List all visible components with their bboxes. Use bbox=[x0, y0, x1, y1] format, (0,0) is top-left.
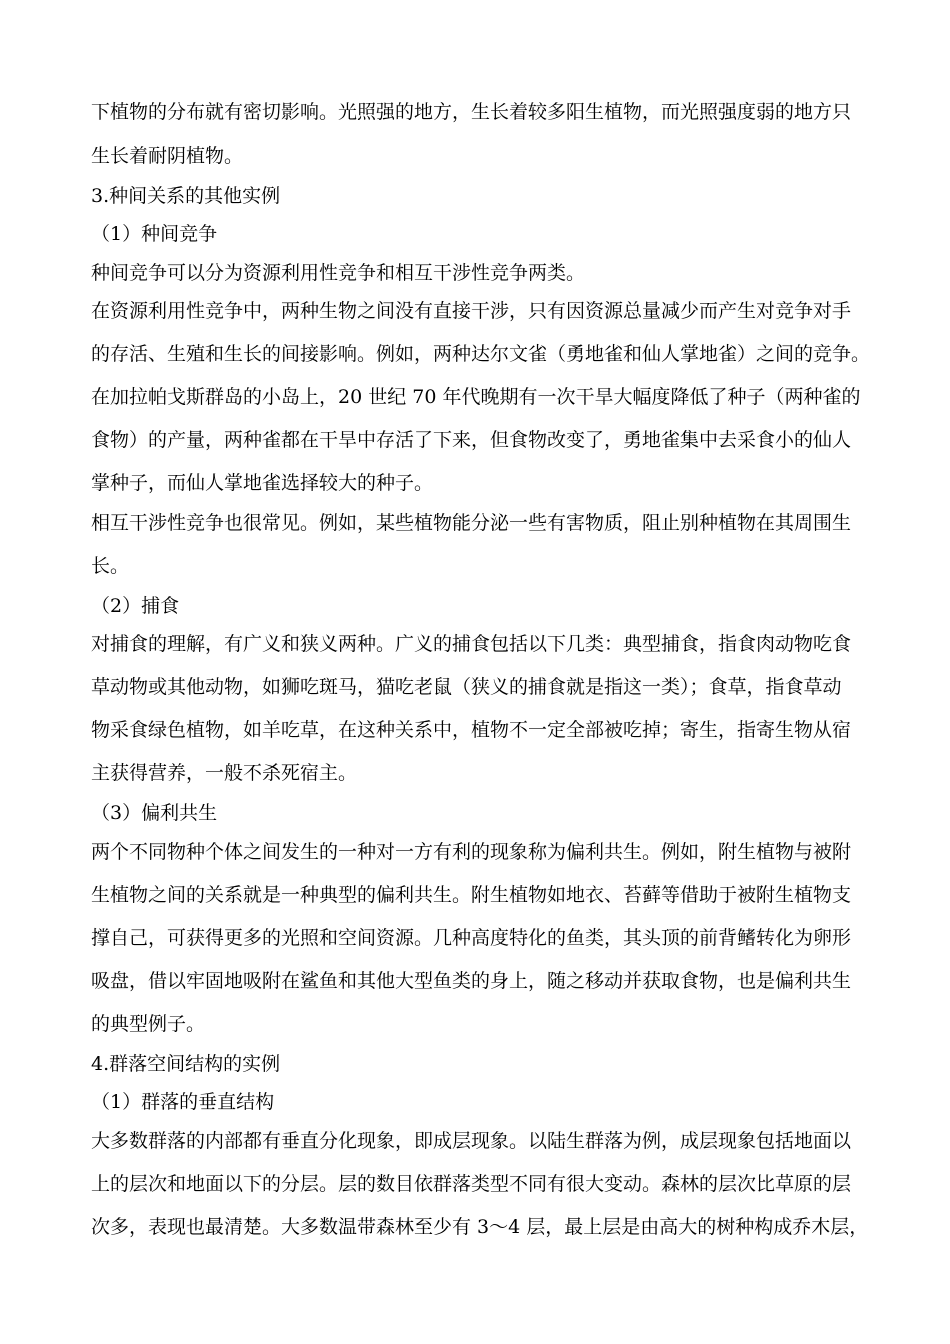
subsection-heading: （2）捕食 bbox=[91, 595, 180, 617]
text-line: 对捕食的理解，有广义和狭义两种。广义的捕食包括以下几类：典型捕食，指食肉动物吃食 bbox=[91, 633, 852, 655]
text-line: 在资源利用性竞争中，两种生物之间没有直接干涉，只有因资源总量减少而产生对竞争对手 bbox=[91, 300, 852, 322]
subsection-heading: （3）偏利共生 bbox=[91, 802, 218, 824]
text-line: 物采食绿色植物，如羊吃草，在这种关系中，植物不一定全部被吃掉；寄生，指寄生物从宿 bbox=[91, 719, 852, 741]
text-line: 次多，表现也最清楚。大多数温带森林至少有 3～4 层，最上层是由高大的树种构成乔木层， bbox=[91, 1216, 869, 1238]
text-line: 吸盘，借以牢固地吸附在鲨鱼和其他大型鱼类的身上，随之移动并获取食物，也是偏利共生 bbox=[91, 970, 852, 992]
text-line: 在加拉帕戈斯群岛的小岛上，20 世纪 70 年代晚期有一次干旱大幅度降低了种子（两种雀的 bbox=[91, 386, 861, 408]
section-heading: 3.种间关系的其他实例 bbox=[91, 185, 281, 207]
subsection-heading: （1）群落的垂直结构 bbox=[91, 1091, 275, 1113]
text-line: 生长着耐阴植物。 bbox=[91, 145, 244, 167]
subsection-heading: （1）种间竞争 bbox=[91, 223, 218, 245]
text-line: 种间竞争可以分为资源利用性竞争和相互干涉性竞争两类。 bbox=[91, 262, 586, 284]
text-line: 主获得营养，一般不杀死宿主。 bbox=[91, 762, 358, 784]
text-line: 上的层次和地面以下的分层。层的数目依群落类型不同有很大变动。森林的层次比草原的层 bbox=[91, 1173, 852, 1195]
text-line: 两个不同物种个体之间发生的一种对一方有利的现象称为偏利共生。例如，附生植物与被附 bbox=[91, 841, 852, 863]
text-line: 撑自己，可获得更多的光照和空间资源。几种高度特化的鱼类，其头顶的前背鳍转化为卵形 bbox=[91, 927, 852, 949]
text-line: 长。 bbox=[91, 555, 130, 577]
text-line: 生植物之间的关系就是一种典型的偏利共生。附生植物如地衣、苔藓等借助于被附生植物支 bbox=[91, 884, 852, 906]
text-line: 的存活、生殖和生长的间接影响。例如，两种达尔文雀（勇地雀和仙人掌地雀）之间的竞争。 bbox=[91, 343, 871, 365]
text-line: 掌种子，而仙人掌地雀选择较大的种子。 bbox=[91, 472, 434, 494]
section-heading: 4.群落空间结构的实例 bbox=[91, 1053, 281, 1075]
text-line: 下植物的分布就有密切影响。光照强的地方，生长着较多阳生植物，而光照强度弱的地方只 bbox=[91, 101, 852, 123]
text-line: 草动物或其他动物，如狮吃斑马，猫吃老鼠（狭义的捕食就是指这一类）；食草，指食草动 bbox=[91, 676, 842, 698]
text-line: 大多数群落的内部都有垂直分化现象，即成层现象。以陆生群落为例，成层现象包括地面以 bbox=[91, 1130, 852, 1152]
text-line: 相互干涉性竞争也很常见。例如，某些植物能分泌一些有害物质，阻止别种植物在其周围生 bbox=[91, 512, 852, 534]
text-line: 食物）的产量，两种雀都在干旱中存活了下来，但食物改变了，勇地雀集中去采食小的仙人 bbox=[91, 429, 852, 451]
text-line: 的典型例子。 bbox=[91, 1013, 206, 1035]
